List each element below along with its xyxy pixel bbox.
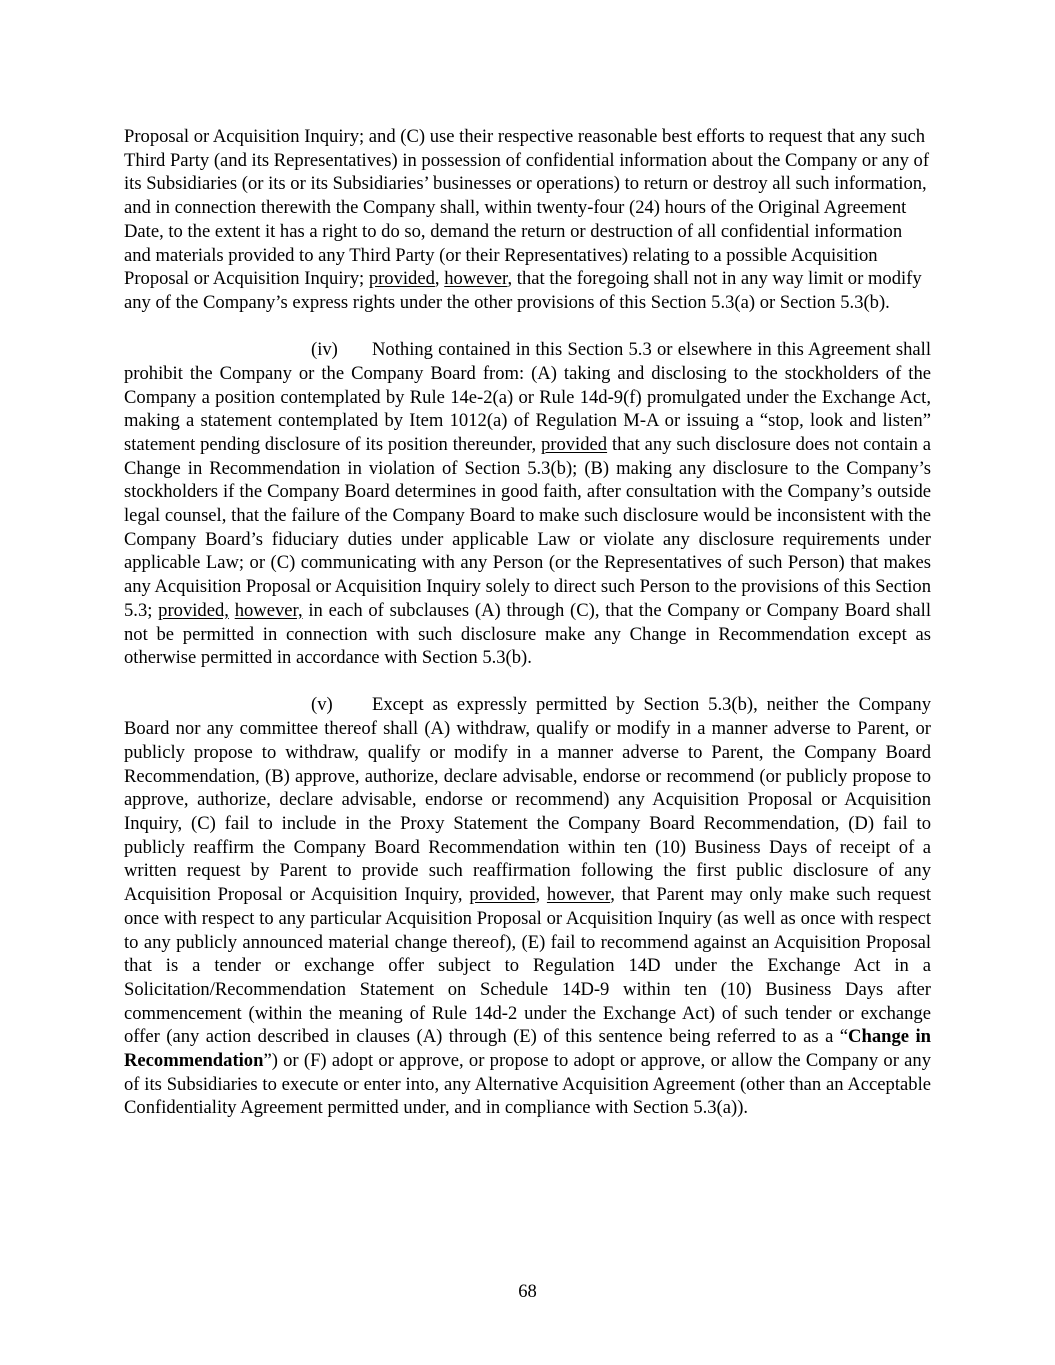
clause-label: (v) — [311, 694, 333, 716]
text-run: , that Parent may only make such request once with respect to any particular Acquisition Proposal or Acquisition Inquiry (as well as once with respect to any publicly announced material change thereof), (E) fail to recommend against an Acquisition Proposal that is a tender or exchange offer subject to Regulation 14D under the Exchange Act in a Solicitation/Recommendation Statement on Schedule 14D-9 within ten (10) Business Days after commencement (within the meaning of Rule 14d-2 under the Exchange Act) of such tender or exchange offer (any action described in clauses (A) through (E) of this sentence being referred to as a “ — [124, 884, 932, 1048]
paragraph-continuation — [124, 125, 931, 315]
text-run: , — [434, 268, 445, 290]
paragraph-clause-v — [124, 693, 931, 1120]
text-run: ”) or (F) adopt or approve, or propose to adopt or approve, or allow the Company or any of its Subsidiaries to execute or enter into, any Alternative Acquisition Agreement (other than an Acceptable Confidentiality Agreement permitted under, and in compliance with Section 5.3(a)). — [124, 1050, 931, 1119]
clause-label: (iv) — [311, 339, 338, 361]
underlined-term: however — [546, 884, 611, 906]
text-run: in each of subclauses (A) through (C), that the Company or Company Board shall not be permitted in connection with such disclosure make any Change in Recommendation except as otherwise permitted in accordance with Section 5.3(b). — [124, 599, 932, 669]
text-run: , that the foregoing shall not in any way limit or modify any of the Company’s express rights under the other provisions of this Section 5.3(a) or Section 5.3(b). — [124, 268, 922, 313]
page-number: 68 — [518, 1281, 537, 1302]
underlined-term: provided, — [158, 599, 229, 621]
paragraph-clause-iv — [124, 338, 931, 670]
underlined-term: provided — [469, 884, 536, 906]
underlined-term: provided — [368, 268, 435, 290]
defined-term: Change in Recommendation — [124, 1026, 931, 1072]
text-run: Proposal or Acquisition Inquiry; and (C) use their respective reasonable best efforts to request that any such Third Party (and its Representatives) in possession of confidential information about the Company or any of its Subsidiaries (or its or its Subsidiaries’ businesses or operations) to return or destroy all such information, and in connection therewith the Company shall, within twenty-four (24) hours of the Original Agreement Date, to the extent it has a right to do so, demand the return or destruction of all confidential information and materials provided to any Third Party (or their Representatives) relating to a possible Acquisition Proposal or Acquisition Inquiry; — [124, 126, 930, 290]
underlined-term: however — [444, 268, 508, 290]
text-run: Except as expressly permitted by Section 5.3(b), neither the Company Board nor any committee thereof shall (A) withdraw, qualify or modify in a manner adverse to Parent, or publicly propose to withdraw, qualify or modify in a manner adverse to Parent, the Company Board Recommendation, (B) approve, authorize, declare advisable, endorse or recommend (or publicly propose to approve, authorize, declare advisable, endorse or recommend) any Acquisition Proposal or Acquisition Inquiry, (C) fail to include in the Proxy Statement the Company Board Recommendation, (D) fail to publicly reaffirm the Company Board Recommendation within ten (10) Business Days of receipt of a written request by Parent to provide such reaffirmation following the first public disclosure of any Acquisition Proposal or Acquisition Inquiry, — [124, 694, 931, 906]
document-page — [124, 125, 931, 1120]
text-run: , — [535, 884, 547, 906]
text-run: Nothing contained in this Section 5.3 or elsewhere in this Agreement shall prohibit the Company or the Company Board from: (A) taking and disclosing to the stockholders of the Company a position contemplated by Rule 14e-2(a) or Rule 14d-9(f) promulgated under the Exchange Act, making a statement contemplated by Item 1012(a) of Regulation M-A or issuing a “stop, look and listen” statement pending disclosure of its position thereunder, — [124, 339, 931, 455]
underlined-term: however, — [234, 599, 303, 621]
text-run: that any such disclosure does not contain a Change in Recommendation in violation of Section 5.3(b); (B) making any disclosure to the Company’s stockholders if the Company Board determines in good faith, after consultation with the Company’s outside legal counsel, that the failure of the Company Board to make such disclosure would be inconsistent with the Company Board’s fiduciary duties under applicable Law or violate any disclosure requirements under applicable Law; or (C) communicating with any Person (or the Representatives of such Person) that makes any Acquisition Proposal or Acquisition Inquiry solely to direct such Person to the provisions of this Section 5.3; — [124, 433, 931, 621]
underlined-term: provided — [540, 433, 608, 455]
